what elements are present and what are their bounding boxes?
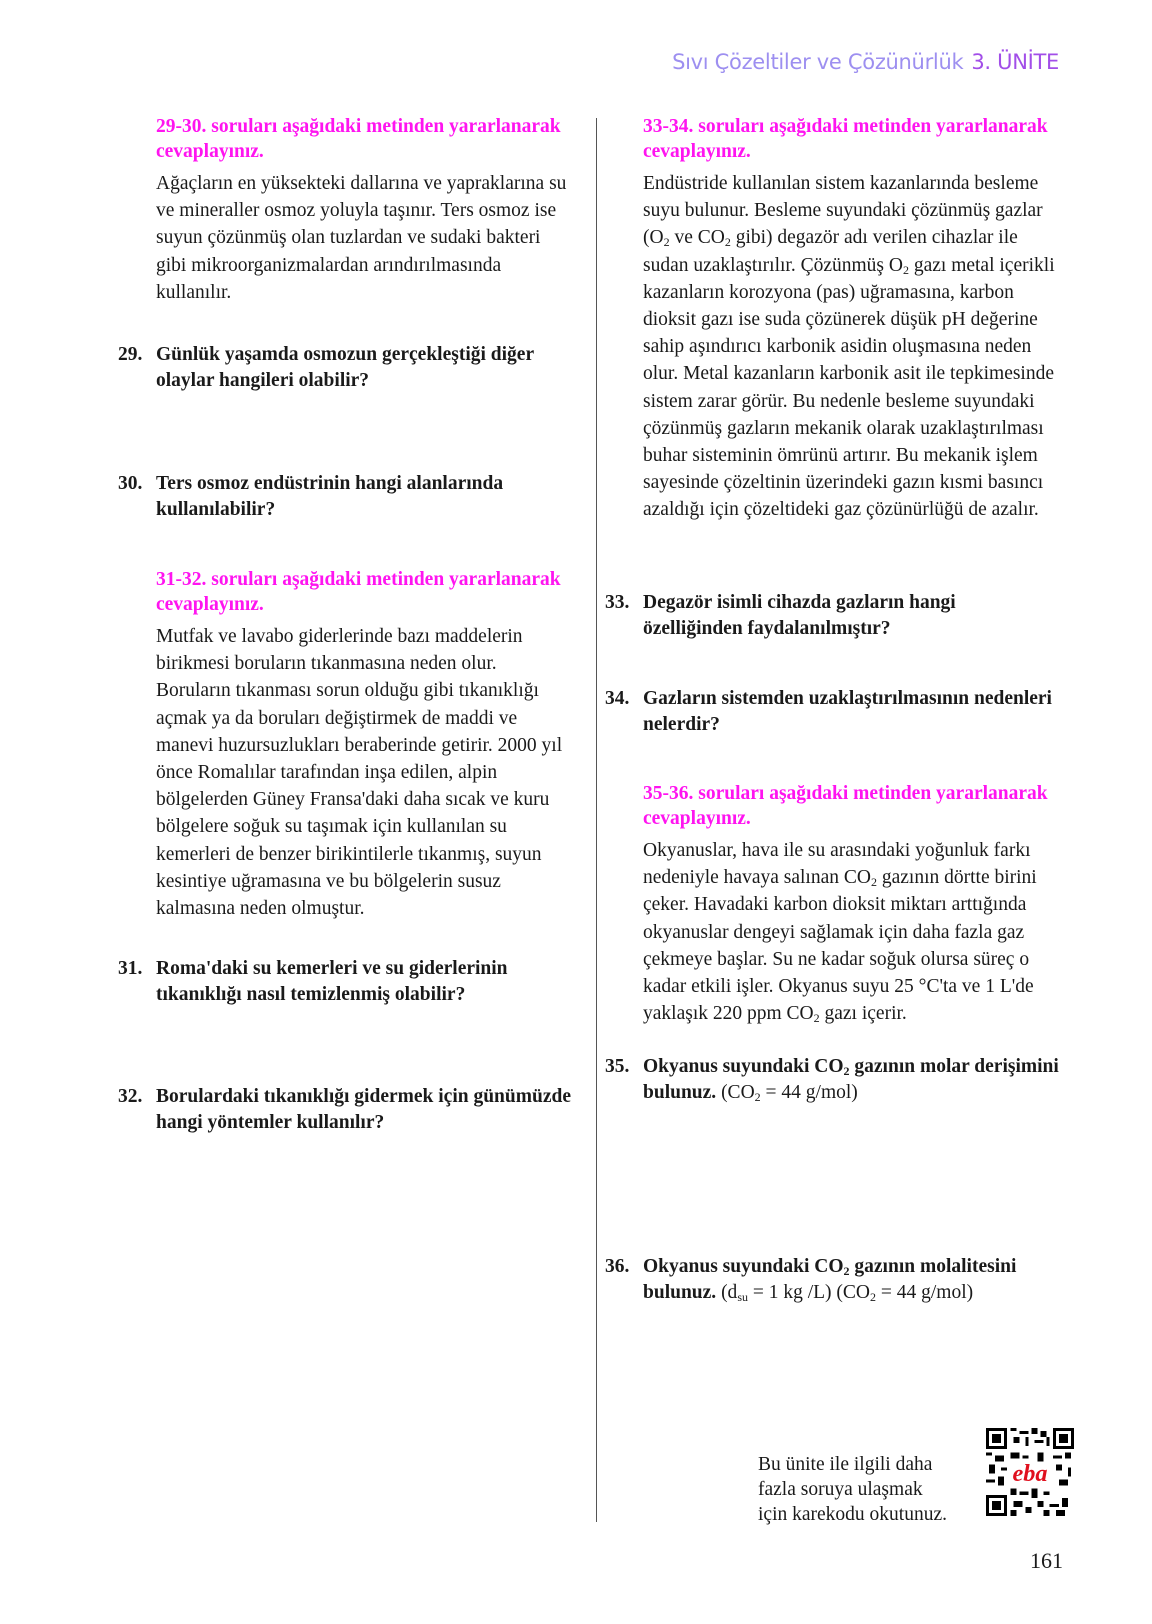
question-number: 35. bbox=[605, 1056, 630, 1077]
section-33-34 bbox=[605, 114, 1060, 524]
section-29-30 bbox=[118, 114, 573, 306]
question-35 bbox=[605, 1054, 1060, 1106]
question-31 bbox=[118, 956, 573, 1008]
question-number: 31. bbox=[118, 958, 143, 979]
qr-code-icon[interactable] bbox=[986, 1428, 1074, 1516]
qr-caption: Bu ünite ile ilgili daha fazla soruya ulaşmak için karekodu okutunuz. bbox=[758, 1454, 947, 1525]
unit-label: 3. ÜNİTE bbox=[971, 50, 1059, 74]
question-text: Okyanus suyundaki $CO_2$ gazının molar derişimini bulunuz. ($CO_2 = 44$ g/mol) bbox=[643, 1056, 1059, 1104]
section-intro: 33-34. soruları aşağıdaki metinden yararlanarak cevaplayınız. bbox=[643, 116, 1048, 162]
section-paragraph: Endüstride kullanılan sistem kazanlarında besleme suyu bulunur. Besleme suyundaki çözünmüş gazlar ($O_2$ ve $CO_2$ gibi) degazör adı verilen cihazlar ile sudan uzaklaştırılır. Çözünmüş $O_2$ gazı metal içerikli kazanların korozyona (pas) uğramasına, karbon dioksit gazı ise suda çözünerek düşük pH değerine sahip aşındırıcı karbonik asidin oluşmasına neden olur. Metal kazanların karbonik asit ile tepkimesinde sistem zarar görür. Bu nedenle besleme suyundaki çözünmüş gazların mekanik olarak uzaklaştırılması buhar sisteminin ömrünü artırır. Bu mekanik işlem sayesinde çözeltinin üzerindeki gazın kısmi basıncı azaldığı için çözeltideki gaz çözünürlüğü de azalır. bbox=[643, 173, 1055, 521]
question-text: Ters osmoz endüstrinin hangi alanlarında kullanılabilir? bbox=[156, 473, 504, 520]
question-text: Borulardaki tıkanıklığı gidermek için günümüzde hangi yöntemler kullanılır? bbox=[156, 1086, 571, 1133]
question-number: 29. bbox=[118, 344, 143, 365]
page-header bbox=[672, 50, 1059, 74]
question-number: 36. bbox=[605, 1256, 630, 1277]
section-intro: 31-32. soruları aşağıdaki metinden yararlanarak cevaplayınız. bbox=[156, 569, 561, 615]
question-number: 33. bbox=[605, 592, 630, 613]
question-text: Günlük yaşamda osmozun gerçekleştiği diğer olaylar hangileri olabilir? bbox=[156, 344, 534, 391]
question-number: 34. bbox=[605, 688, 630, 709]
question-32 bbox=[118, 1084, 573, 1136]
qr-section bbox=[758, 1428, 1078, 1525]
section-35-36 bbox=[605, 781, 1060, 1027]
question-number: 30. bbox=[118, 473, 143, 494]
question-text: Gazların sistemden uzaklaştırılmasının nedenleri nelerdir? bbox=[643, 688, 1052, 735]
question-text: Roma'daki su kemerleri ve su giderlerinin tıkanıklığı nasıl temizlenmiş olabilir? bbox=[156, 958, 508, 1005]
section-intro: 29-30. soruları aşağıdaki metinden yararlanarak cevaplayınız. bbox=[156, 116, 561, 162]
section-31-32 bbox=[118, 567, 573, 922]
section-paragraph: Ağaçların en yüksekteki dallarına ve yapraklarına su ve mineraller osmoz yoluyla taşınır. Ters osmoz ise suyun çözünmüş olan tuzlardan ve sudaki bakteri gibi mikroorganizmalardan arındırılmasında kullanılır. bbox=[156, 173, 567, 303]
question-text: Degazör isimli cihazda gazların hangi özelliğinden faydalanılmıştır? bbox=[643, 592, 956, 639]
question-36 bbox=[605, 1254, 1060, 1306]
question-34 bbox=[605, 686, 1060, 738]
chapter-title: Sıvı Çözeltiler ve Çözünürlük bbox=[672, 50, 964, 74]
question-33 bbox=[605, 590, 1060, 642]
question-text: Okyanus suyundaki $CO_2$ gazının molalitesini bulunuz. ($d_{su} = 1$ kg /L) ($CO_2 = 44$ g/mol) bbox=[643, 1256, 1017, 1304]
question-number: 32. bbox=[118, 1086, 143, 1107]
column-divider bbox=[596, 118, 597, 1522]
svg-text:eba: eba bbox=[1012, 1460, 1048, 1488]
section-paragraph: Okyanuslar, hava ile su arasındaki yoğunluk farkı nedeniyle havaya salınan $CO_2$ gazının dörtte birini çeker. Havadaki karbon dioksit miktarı arttığında okyanuslar dengeyi sağlamak için daha fazla gaz çekmeye başlar. Su ne kadar soğuk olursa süreç o kadar etkili işler. Okyanus suyu 25 °C'ta ve 1 L'de yaklaşık 220 ppm $CO_2$ gazı içerir. bbox=[643, 840, 1037, 1026]
page-number: 161 bbox=[1030, 1548, 1063, 1573]
section-intro: 35-36. soruları aşağıdaki metinden yararlanarak cevaplayınız. bbox=[643, 783, 1048, 829]
section-paragraph: Mutfak ve lavabo giderlerinde bazı maddelerin birikmesi boruların tıkanmasına neden olur. Boruların tıkanması sorun olduğu gibi tıkanıklığı açmak ya da boruları değiştirmek de maddi ve manevi huzursuzlukları beraberinde getirir. 2000 yıl önce Romalılar tarafından inşa edilen, alpin bölgelerden Güney Fransa'daki daha sıcak ve kuru bölgelere soğuk su taşımak için kullanılan su kemerleri de benzer birikintilerle tıkanmış, suyun kesintiye uğramasına ve bu bölgelerin susuz kalmasına neden olmuştur. bbox=[156, 626, 563, 920]
question-29 bbox=[118, 342, 573, 394]
question-30 bbox=[118, 471, 573, 523]
